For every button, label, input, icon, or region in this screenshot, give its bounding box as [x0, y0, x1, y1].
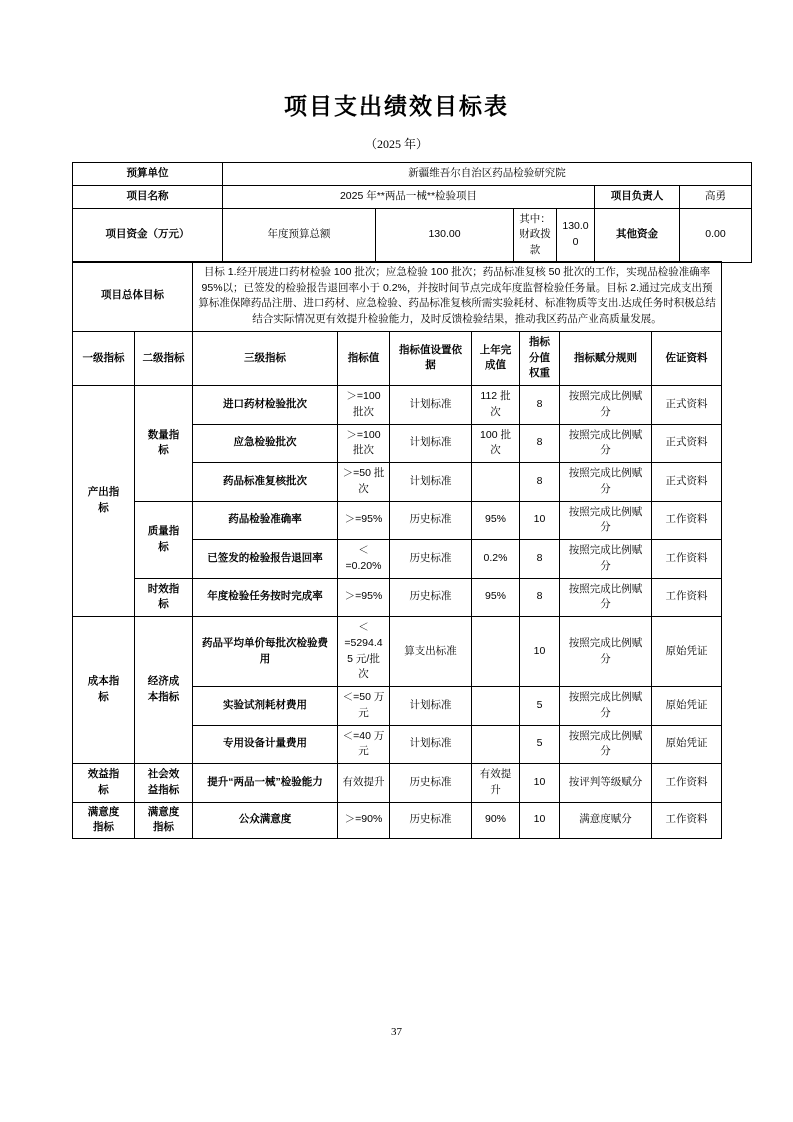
other-funds-label: 其他资金 [595, 208, 680, 262]
indicator-level3: 公众满意度 [193, 802, 338, 839]
indicator-weight: 5 [520, 725, 560, 764]
indicator-weight: 10 [520, 802, 560, 839]
overall-goal-row [73, 261, 722, 331]
page-title: 项目支出绩效目标表 [284, 94, 509, 119]
page-subtitle: （2025 年） [364, 137, 428, 151]
column-header-evidence: 佐证资料 [652, 331, 722, 385]
indicator-level3: 应急检验批次 [193, 424, 338, 463]
indicator-rows-container [73, 386, 722, 839]
page-number: 37 [391, 1026, 402, 1038]
indicator-lastyear: 90% [472, 802, 520, 839]
project-name-value: 2025 年**两品一械**检验项目 [223, 185, 595, 208]
table-row [73, 386, 722, 425]
indicator-rule: 按照完成比例赋分 [560, 687, 652, 726]
indicator-basis: 计划标准 [390, 725, 472, 764]
indicator-rule: 满意度赋分 [560, 802, 652, 839]
indicator-evidence: 正式资料 [652, 463, 722, 502]
indicator-evidence: 工作资料 [652, 764, 722, 803]
indicator-level2: 数量指标 [135, 386, 193, 502]
among-fiscal-value: 130.00 [557, 208, 595, 262]
overall-goal-label: 项目总体目标 [73, 261, 193, 331]
indicator-level1: 效益指标 [73, 764, 135, 803]
indicator-rule: 按照完成比例赋分 [560, 424, 652, 463]
indicator-basis: 历史标准 [390, 802, 472, 839]
indicator-value: ＞=95% [338, 578, 390, 617]
table-row [73, 208, 752, 262]
column-header-value: 指标值 [338, 331, 390, 385]
indicator-weight: 10 [520, 501, 560, 540]
indicator-level1: 成本指标 [73, 617, 135, 764]
indicator-evidence: 工作资料 [652, 802, 722, 839]
indicator-level3: 年度检验任务按时完成率 [193, 578, 338, 617]
indicator-lastyear [472, 463, 520, 502]
indicator-value: 有效提升 [338, 764, 390, 803]
indicator-value: ＞=95% [338, 501, 390, 540]
column-header-level3: 三级指标 [193, 331, 338, 385]
other-funds-value: 0.00 [680, 208, 752, 262]
indicator-level2: 满意度指标 [135, 802, 193, 839]
indicator-value: ＞=50 批次 [338, 463, 390, 502]
project-owner-value: 高勇 [680, 185, 752, 208]
column-header-rule: 指标赋分规则 [560, 331, 652, 385]
indicator-value: ＞=100 批次 [338, 386, 390, 425]
indicator-evidence: 原始凭证 [652, 725, 722, 764]
indicator-weight: 8 [520, 463, 560, 502]
indicator-basis: 历史标准 [390, 764, 472, 803]
indicator-evidence: 工作资料 [652, 501, 722, 540]
indicator-level1: 产出指标 [73, 386, 135, 617]
indicator-evidence: 原始凭证 [652, 617, 722, 687]
table-row [73, 501, 722, 540]
indicator-value: ＜=40 万元 [338, 725, 390, 764]
indicator-weight: 8 [520, 578, 560, 617]
indicator-value: ＞=90% [338, 802, 390, 839]
indicator-rule: 按照完成比例赋分 [560, 725, 652, 764]
project-name-label: 项目名称 [73, 185, 223, 208]
indicator-lastyear: 95% [472, 501, 520, 540]
indicator-lastyear [472, 725, 520, 764]
indicator-evidence: 正式资料 [652, 424, 722, 463]
table-row [73, 185, 752, 208]
among-fiscal-label: 其中：财政拨款 [514, 208, 557, 262]
indicator-basis: 历史标准 [390, 540, 472, 579]
indicator-basis: 计划标准 [390, 463, 472, 502]
indicator-evidence: 正式资料 [652, 386, 722, 425]
indicator-evidence: 原始凭证 [652, 687, 722, 726]
indicator-basis: 计划标准 [390, 424, 472, 463]
budget-unit-value: 新疆维吾尔自治区药品检验研究院 [223, 163, 752, 186]
indicator-value: ＜=50 万元 [338, 687, 390, 726]
table-row [73, 163, 752, 186]
indicator-rule: 按照完成比例赋分 [560, 463, 652, 502]
indicator-basis: 历史标准 [390, 578, 472, 617]
header-row [73, 331, 722, 385]
indicator-lastyear [472, 617, 520, 687]
indicator-level2: 时效指标 [135, 578, 193, 617]
indicator-weight: 10 [520, 617, 560, 687]
indicator-level3: 专用设备计量费用 [193, 725, 338, 764]
indicator-level2: 质量指标 [135, 501, 193, 578]
indicator-weight: 5 [520, 687, 560, 726]
column-header-level2: 二级指标 [135, 331, 193, 385]
project-funds-label: 项目资金（万元） [73, 208, 223, 262]
indicator-level3: 药品平均单价每批次检验费用 [193, 617, 338, 687]
indicator-rule: 按照完成比例赋分 [560, 540, 652, 579]
indicator-rule: 按照完成比例赋分 [560, 617, 652, 687]
budget-unit-label: 预算单位 [73, 163, 223, 186]
info-table [72, 162, 752, 263]
indicator-level1: 满意度指标 [73, 802, 135, 839]
indicator-level2: 社会效益指标 [135, 764, 193, 803]
indicator-lastyear [472, 687, 520, 726]
table-row [73, 617, 722, 687]
project-owner-label: 项目负责人 [595, 185, 680, 208]
indicator-lastyear: 95% [472, 578, 520, 617]
table-row [73, 802, 722, 839]
indicator-level3: 实验试剂耗材费用 [193, 687, 338, 726]
indicator-level3: 提升“两品一械”检验能力 [193, 764, 338, 803]
indicator-basis: 计划标准 [390, 386, 472, 425]
indicator-evidence: 工作资料 [652, 578, 722, 617]
indicator-value: ＜=0.20% [338, 540, 390, 579]
indicator-level3: 进口药材检验批次 [193, 386, 338, 425]
indicator-level3: 已签发的检验报告退回率 [193, 540, 338, 579]
table-row [73, 764, 722, 803]
indicator-value: ＜=5294.45 元/批次 [338, 617, 390, 687]
indicator-weight: 10 [520, 764, 560, 803]
column-header-level1: 一级指标 [73, 331, 135, 385]
table-row [73, 578, 722, 617]
performance-table [72, 261, 722, 839]
annual-budget-label: 年度预算总额 [223, 208, 376, 262]
indicator-level3: 药品检验准确率 [193, 501, 338, 540]
indicator-rule: 按照完成比例赋分 [560, 501, 652, 540]
indicator-lastyear: 0.2% [472, 540, 520, 579]
overall-goal-value: 目标 1.经开展进口药材检验 100 批次；应急检验 100 批次；药品标准复核 50 批次的工作，实现品检验准确率 95%以；已签发的检验报告退回率小于 0.2%，并按时间节点完成年度监督检验任务量。目标 2.通过完成支出预算标准保障药品注册、进口药材、应急检验、药品标准复核所需实验耗材、标准物质等支出.达成任务时积极总结结合实际情况更有效提升检验能力，及时反馈检验结果，推动我区药品产业高质量发展。 [193, 261, 722, 331]
indicator-rule: 按照完成比例赋分 [560, 578, 652, 617]
annual-budget-value: 130.00 [376, 208, 514, 262]
indicator-lastyear: 有效提升 [472, 764, 520, 803]
indicator-value: ＞=100 批次 [338, 424, 390, 463]
column-header-weight: 指标分值权重 [520, 331, 560, 385]
indicator-basis: 计划标准 [390, 687, 472, 726]
column-header-lastyear: 上年完成值 [472, 331, 520, 385]
column-header-basis: 指标值设置依据 [390, 331, 472, 385]
indicator-weight: 8 [520, 540, 560, 579]
indicator-rule: 按评判等级赋分 [560, 764, 652, 803]
indicator-level2: 经济成本指标 [135, 617, 193, 764]
indicator-lastyear: 112 批次 [472, 386, 520, 425]
indicator-weight: 8 [520, 424, 560, 463]
indicator-weight: 8 [520, 386, 560, 425]
indicator-basis: 历史标准 [390, 501, 472, 540]
indicator-evidence: 工作资料 [652, 540, 722, 579]
indicator-rule: 按照完成比例赋分 [560, 386, 652, 425]
indicator-basis: 算支出标准 [390, 617, 472, 687]
indicator-level3: 药品标准复核批次 [193, 463, 338, 502]
indicator-lastyear: 100 批次 [472, 424, 520, 463]
